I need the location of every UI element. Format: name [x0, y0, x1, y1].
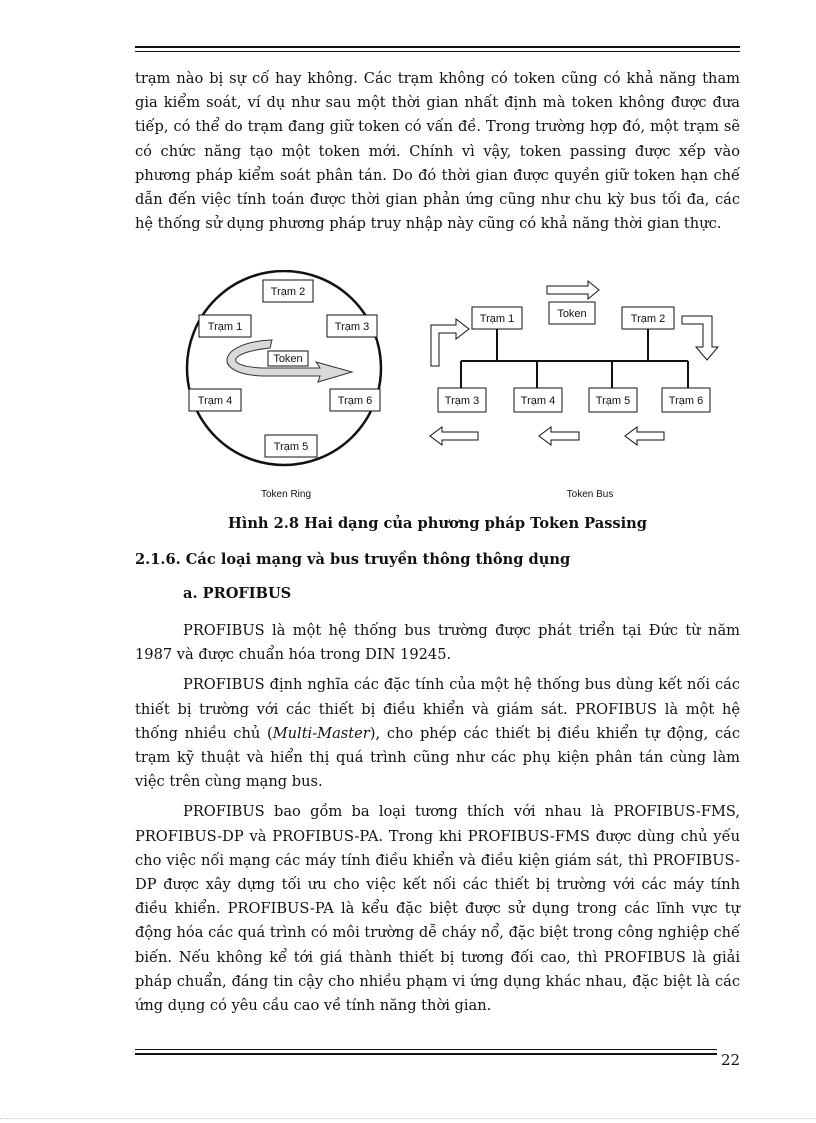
profibus-body	[135, 619, 740, 1024]
token-passing-figure	[175, 270, 735, 510]
paragraph-part: ), cho phép các thiết bị điều khiển tự động, các trạm kỹ thuật và hiển thị quá trình cũng như các phụ kiện phân tán cùng làm việc trên cùng mạng bus.	[135, 724, 740, 791]
bus-token-label: Token	[557, 308, 587, 320]
footer-rule	[135, 1049, 717, 1055]
ring-station-1-label: Trạm 1	[207, 321, 243, 333]
bus-arrow-right-down-icon	[682, 316, 718, 360]
figure-caption: Hình 2.8 Hai dạng của phương pháp Token Passing	[227, 515, 647, 532]
token-ring-diagram	[187, 271, 381, 500]
bus-station-5-label: Trạm 5	[595, 395, 631, 407]
paragraph-token-passing	[135, 67, 740, 236]
paragraph-profibus-types: PROFIBUS bao gồm ba loại tương thích với nhau là PROFIBUS-FMS, PROFIBUS-DP và PROFIBUS-PA. Trong khi PROFIBUS-FMS được dùng chủ yếu cho việc nối mạng các máy tính điều khiển và điều kiện giám sát, thì PROFIBUS-DP được xây dựng tối ưu cho việc kết nối các thiết bị trường với các máy tính điều khiển. PROFIBUS-PA là kểu đặc biệt được sử dụng trong các lĩnh vực tự động hóa các quá trình có môi trường dễ cháy nổ, đặc biệt trong công nghiệp chế biến. Nếu không kể tới giá thành thiết bị tương đối cao, thì PROFIBUS là giải pháp chuẩn, đáng tin cậy cho nhiều phạm vi ứng dụng khác nhau, đặc biệt là các ứng dụng có yêu cầu cao về tính năng thời gian.	[135, 803, 740, 1015]
bus-station-2-label: Trạm 2	[630, 313, 666, 325]
bus-station-6-label: Trạm 6	[668, 395, 704, 407]
paragraph-profibus-definition	[135, 673, 740, 794]
header-rule	[135, 46, 740, 52]
paragraph-part: PROFIBUS định nghĩa các đặc tính của một hệ thống bus dùng kết nối các thiết bị trường với các thiết bị điều khiển và giám sát. PROFIBUS là một hệ thống nhiều chủ (	[135, 676, 740, 742]
paragraph-text: trạm nào bị sự cố hay không. Các trạm không có token cũng có khả năng tham gia kiểm soát, ví dụ như sau một thời gian nhất định mà token không được đưa tiếp, có thể do trạm đang giữ token có vấn đề. Trong trường hợp đó, một trạm sẽ có chức năng tạo một token mới. Chính vì vậy, token passing được xếp vào phương pháp kiểm soát phân tán. Do đó thời gian được quyền giữ token hạn chế dẫn đến việc tính toán được thời gian phản ứng cũng như chu kỳ bus tối đa, các hệ thống sử dụng phương pháp truy nhập này cũng có khả năng thời gian thực.	[135, 70, 740, 233]
ring-station-6-label: Trạm 6	[337, 395, 373, 407]
ring-station-5-label: Trạm 5	[273, 441, 309, 453]
paragraph-profibus-origin: PROFIBUS là một hệ thống bus trường được phát triển tại Đức từ năm 1987 và được chuẩn hóa trong DIN 19245.	[135, 622, 740, 664]
token-bus-diagram	[430, 281, 718, 500]
bus-arrow-right-icon	[547, 281, 599, 299]
paragraph-italic-term: Multi-Master	[272, 724, 370, 742]
bus-arrow-left-3-icon	[625, 427, 664, 445]
page-number: 22	[721, 1051, 741, 1069]
bus-arrow-left-1-icon	[430, 427, 478, 445]
bus-label: Token Bus	[566, 489, 614, 500]
section-heading: 2.1.6. Các loại mạng và bus truyền thông thông dụng	[135, 551, 571, 568]
sub-heading: a. PROFIBUS	[183, 585, 292, 602]
bus-arrow-left-2-icon	[539, 427, 579, 445]
ring-station-4-label: Trạm 4	[197, 395, 233, 407]
bus-station-1-label: Trạm 1	[479, 313, 515, 325]
bus-station-4-label: Trạm 4	[520, 395, 556, 407]
bus-arrow-up-right-icon	[431, 319, 469, 366]
ring-token-label: Token	[273, 353, 303, 365]
page-edge	[0, 1118, 816, 1119]
bus-station-3-label: Trạm 3	[444, 395, 480, 407]
ring-station-3-label: Trạm 3	[334, 321, 370, 333]
ring-station-2-label: Trạm 2	[270, 286, 306, 298]
ring-label: Token Ring	[260, 489, 312, 500]
